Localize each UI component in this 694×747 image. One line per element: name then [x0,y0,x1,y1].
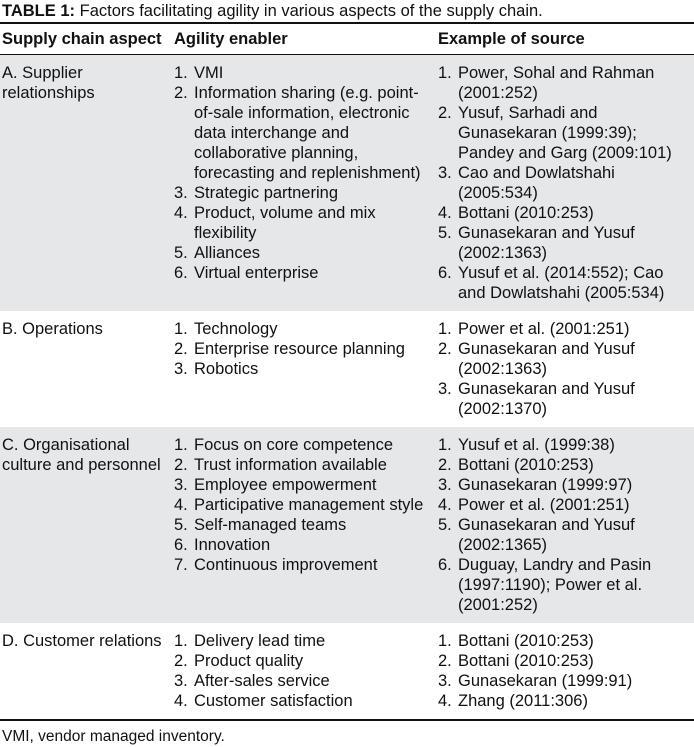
list-item-number: 6. [174,536,188,554]
source-item [438,435,692,455]
source-cell-list [438,631,692,711]
enabler-item [174,671,432,691]
enabler-item-text: Robotics [194,360,259,378]
source-item [438,63,692,103]
enabler-item [174,455,432,475]
source-item [438,163,692,203]
list-item-number: 1. [174,632,188,650]
source-item [438,103,692,163]
source-item-text: Power et al. (2001:251) [458,496,630,514]
enabler-item [174,475,432,495]
source-item-text: Gunasekaran and Yusuf (2002:1370) [458,380,635,418]
enabler-cell-list [174,319,432,379]
source-item [438,263,692,303]
table-body [0,55,694,721]
source-item [438,203,692,223]
source-item [438,339,692,379]
list-item-number: 5. [438,516,452,534]
list-item-number: 5. [174,516,188,534]
enabler-cell-list [174,435,432,575]
enabler-item-text: VMI [194,64,224,82]
enabler-item-text: Self-managed teams [194,516,347,534]
aspect-cell: C. Organisational culture and personnel [0,427,172,623]
list-item-number: 6. [174,264,188,282]
enabler-cell [172,55,434,312]
source-item-text: Bottani (2010:253) [458,632,594,650]
list-item-number: 7. [174,556,188,574]
source-item-text: Cao and Dowlatshahi (2005:534) [458,164,615,202]
source-item-text: Bottani (2010:253) [458,652,594,670]
list-item-number: 4. [438,496,452,514]
table-caption-label: TABLE 1: [2,2,76,20]
source-item-text: Gunasekaran (1999:97) [458,476,633,494]
source-item [438,631,692,651]
list-item-number: 1. [438,436,452,454]
source-cell [434,311,694,427]
source-cell [434,427,694,623]
list-item-number: 1. [174,436,188,454]
list-item-number: 1. [438,64,452,82]
list-item-number: 1. [174,64,188,82]
source-item [438,379,692,419]
enabler-item-text: After-sales service [194,672,330,690]
table-row [0,311,694,427]
list-item-number: 2. [438,340,452,358]
enabler-item [174,359,432,379]
source-item [438,671,692,691]
enabler-item-text: Virtual enterprise [194,264,319,282]
enabler-item-text: Innovation [194,536,271,554]
column-header-enabler: Agility enabler [172,24,434,55]
list-item-number: 4. [174,204,188,222]
source-item [438,223,692,263]
list-item-number: 2. [174,84,188,102]
list-item-number: 2. [174,652,188,670]
enabler-cell [172,623,434,720]
aspect-cell: B. Operations [2,320,103,338]
enabler-item-text: Product, volume and mix flexibility [194,204,376,242]
enabler-item-text: Enterprise resource planning [194,340,405,358]
table-row [0,55,694,312]
aspect-cell: D. Customer relations [0,623,172,720]
source-item-text: Yusuf, Sarhadi and Gunasekaran (1999:39); Pandey and Garg (2009:101) [458,104,672,162]
enabler-item [174,535,432,555]
list-item-number: 2. [438,456,452,474]
enabler-item [174,435,432,455]
source-item-text: Bottani (2010:253) [458,456,594,474]
list-item-number: 3. [438,164,452,182]
list-item-number: 5. [174,244,188,262]
list-item-number: 3. [438,380,452,398]
enabler-cell [172,427,434,623]
aspect-cell: A. Supplier relationships [0,55,172,312]
source-item-text: Power, Sohal and Rahman (2001:252) [458,64,655,102]
list-item-number: 3. [438,672,452,690]
table-header-row [0,24,694,55]
list-item-number: 4. [174,496,188,514]
enabler-item [174,83,432,183]
list-item-number: 3. [174,476,188,494]
enabler-item-text: Technology [194,320,278,338]
enabler-item [174,495,432,515]
source-item [438,651,692,671]
enabler-item [174,691,432,711]
list-item-number: 2. [174,456,188,474]
source-item [438,691,692,711]
list-item-number: 2. [438,104,452,122]
enabler-item [174,555,432,575]
enabler-item-text: Delivery lead time [194,632,326,650]
source-cell-list [438,63,692,303]
list-item-number: 4. [174,692,188,710]
enabler-item [174,63,432,83]
source-item [438,495,692,515]
source-item-text: Yusuf et al. (2014:552); Cao and Dowlatshahi (2005:534) [458,264,665,302]
source-item-text: Gunasekaran and Yusuf (2002:1365) [458,516,635,554]
list-item-number: 1. [438,320,452,338]
source-item [438,455,692,475]
list-item-number: 1. [174,320,188,338]
list-item-number: 3. [438,476,452,494]
column-header-source: Example of source [434,24,694,55]
source-item-text: Bottani (2010:253) [458,204,594,222]
enabler-item-text: Information sharing (e.g. point-of-sale information, electronic data interchange and collaborative planning, forecasting and replenishment) [194,84,421,182]
enabler-cell-list [174,631,432,711]
list-item-number: 2. [438,652,452,670]
enabler-item [174,515,432,535]
source-item [438,319,692,339]
list-item-number: 4. [438,204,452,222]
enabler-item-text: Employee empowerment [194,476,377,494]
table-row [0,623,694,720]
enabler-item-text: Product quality [194,652,304,670]
table-footnote: VMI, vendor managed inventory. [2,728,225,745]
table-caption [0,0,694,22]
list-item-number: 4. [438,692,452,710]
source-cell-list [438,435,692,615]
enabler-item [174,263,432,283]
column-header-aspect: Supply chain aspect [0,24,172,55]
source-cell [434,623,694,720]
table-row [0,427,694,623]
source-item [438,515,692,555]
source-item-text: Gunasekaran and Yusuf (2002:1363) [458,224,635,262]
source-item-text: Gunasekaran (1999:91) [458,672,633,690]
enabler-item-text: Alliances [194,244,261,262]
enabler-item-text: Customer satisfaction [194,692,353,710]
enabler-item-text: Trust information available [194,456,387,474]
source-item [438,555,692,615]
enabler-item [174,203,432,243]
source-item-text: Zhang (2011:306) [458,692,588,710]
enabler-item [174,651,432,671]
source-item-text: Yusuf et al. (1999:38) [458,436,615,454]
source-item-text: Gunasekaran and Yusuf (2002:1363) [458,340,635,378]
enabler-item [174,319,432,339]
source-cell-list [438,319,692,419]
list-item-number: 2. [174,340,188,358]
list-item-number: 3. [174,360,188,378]
enabler-item [174,339,432,359]
table-caption-text: Factors facilitating agility in various aspects of the supply chain. [75,2,543,20]
enabler-item-text: Continuous improvement [194,556,378,574]
enabler-item-text: Focus on core competence [194,436,394,454]
enabler-item [174,243,432,263]
source-item-text: Power et al. (2001:251) [458,320,630,338]
source-item [438,475,692,495]
list-item-number: 6. [438,556,452,574]
list-item-number: 6. [438,264,452,282]
list-item-number: 3. [174,184,188,202]
list-item-number: 3. [174,672,188,690]
list-item-number: 5. [438,224,452,242]
enabler-item [174,631,432,651]
enabler-item-text: Participative management style [194,496,424,514]
enabler-item-text: Strategic partnering [194,184,338,202]
agility-table [0,24,694,721]
list-item-number: 1. [438,632,452,650]
source-cell [434,55,694,312]
enabler-item [174,183,432,203]
source-item-text: Duguay, Landry and Pasin (1997:1190); Power et al. (2001:252) [458,556,652,614]
enabler-cell-list [174,63,432,283]
enabler-cell [172,311,434,427]
